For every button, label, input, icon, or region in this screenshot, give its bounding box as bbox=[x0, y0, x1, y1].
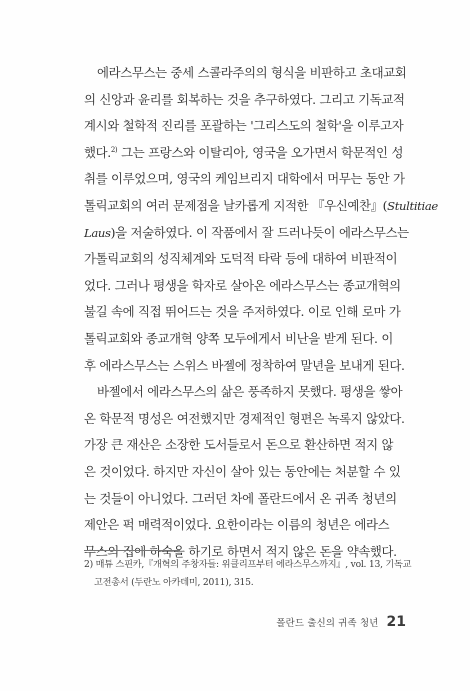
text-line: 에라스무스는 중세 스콜라주의의 형식을 비판하고 초대교회 bbox=[97, 65, 407, 80]
text-line: 톨릭교회와 종교개혁 양쪽 모두에게서 비난을 받게 된다. 이 bbox=[84, 330, 393, 346]
text-segment: )을 저술하였다. 이 작품에서 잘 드러나듯이 에라스무스는 bbox=[110, 224, 409, 240]
footnote-divider bbox=[84, 550, 180, 551]
latin-title: Stultitiae bbox=[387, 198, 438, 213]
text-line: 제안은 퍽 매력적이었다. 요한이라는 이름의 청년은 에라스 bbox=[84, 517, 390, 533]
footnote-line: 고전총서 (두란노 아카데미, 2011), 315. bbox=[94, 577, 254, 588]
text-line: 취를 이루었으며, 영국의 케임브리지 대학에서 머무는 동안 가 bbox=[84, 171, 405, 187]
text-line: 는 것들이 아니었다. 그러던 차에 폴란드에서 온 귀족 청년의 bbox=[84, 490, 397, 506]
footnote-line: 2) 매튜 스핀카,『개혁의 주창자들: 위클리프부터 에라스무스까지』, vol. 13, 기독교 bbox=[84, 559, 412, 570]
footnote bbox=[84, 556, 412, 592]
text-line bbox=[84, 220, 409, 247]
text-line: 의 신앙과 윤리를 회복하는 것을 추구하였다. 그리고 기독교적 bbox=[84, 91, 405, 107]
footnote-reference[interactable]: 2) bbox=[110, 145, 118, 154]
paragraph-2 bbox=[84, 379, 405, 565]
text-line: 무스의 집에 하숙을 하기로 하면서 적지 않은 돈을 약속했다. bbox=[84, 543, 397, 559]
text-line: 었다. 그러나 평생을 학자로 살아온 에라스무스는 종교개혁의 bbox=[84, 277, 401, 293]
text-segment: 했다. bbox=[84, 144, 111, 160]
paragraph-1 bbox=[84, 60, 438, 379]
text-line bbox=[84, 140, 404, 167]
text-line: 가장 큰 재산은 소장한 도서들로서 돈으로 환산하면 적지 않 bbox=[84, 437, 394, 453]
text-line: 온 학문적 명성은 여전했지만 경제적인 형편은 녹록지 않았다. bbox=[84, 410, 405, 426]
running-title: 폴란드 출신의 귀족 청년 bbox=[276, 618, 379, 629]
text-line: 바젤에서 에라스무스의 삶은 풍족하지 못했다. 평생을 쌓아 bbox=[97, 384, 403, 400]
text-line: 계시와 철학적 진리를 포괄하는 '그리스도의 철학'을 이루고자 bbox=[84, 118, 404, 134]
body-text bbox=[84, 60, 438, 565]
text-line: 불길 속에 직접 뛰어드는 것을 주저하였다. 이로 인해 로마 가 bbox=[84, 304, 401, 320]
text-line bbox=[84, 193, 438, 220]
latin-title: Laus bbox=[84, 225, 111, 240]
running-footer bbox=[276, 614, 406, 630]
text-line: 은 것이었다. 하지만 자신이 살아 있는 동안에는 처분할 수 있 bbox=[84, 463, 401, 479]
page-number: 21 bbox=[386, 614, 406, 630]
text-segment: 그는 프랑스와 이탈리아, 영국을 오가면서 학문적인 성 bbox=[117, 144, 404, 160]
text-line: 후 에라스무스는 스위스 바젤에 정착하여 말년을 보내게 된다. bbox=[84, 357, 405, 373]
text-line: 가톨릭교회의 성직체계와 도덕적 타락 등에 대하여 비판적이 bbox=[84, 251, 398, 267]
text-segment: 톨릭교회의 여러 문제점을 날카롭게 지적한 『우신예찬』( bbox=[84, 197, 388, 213]
